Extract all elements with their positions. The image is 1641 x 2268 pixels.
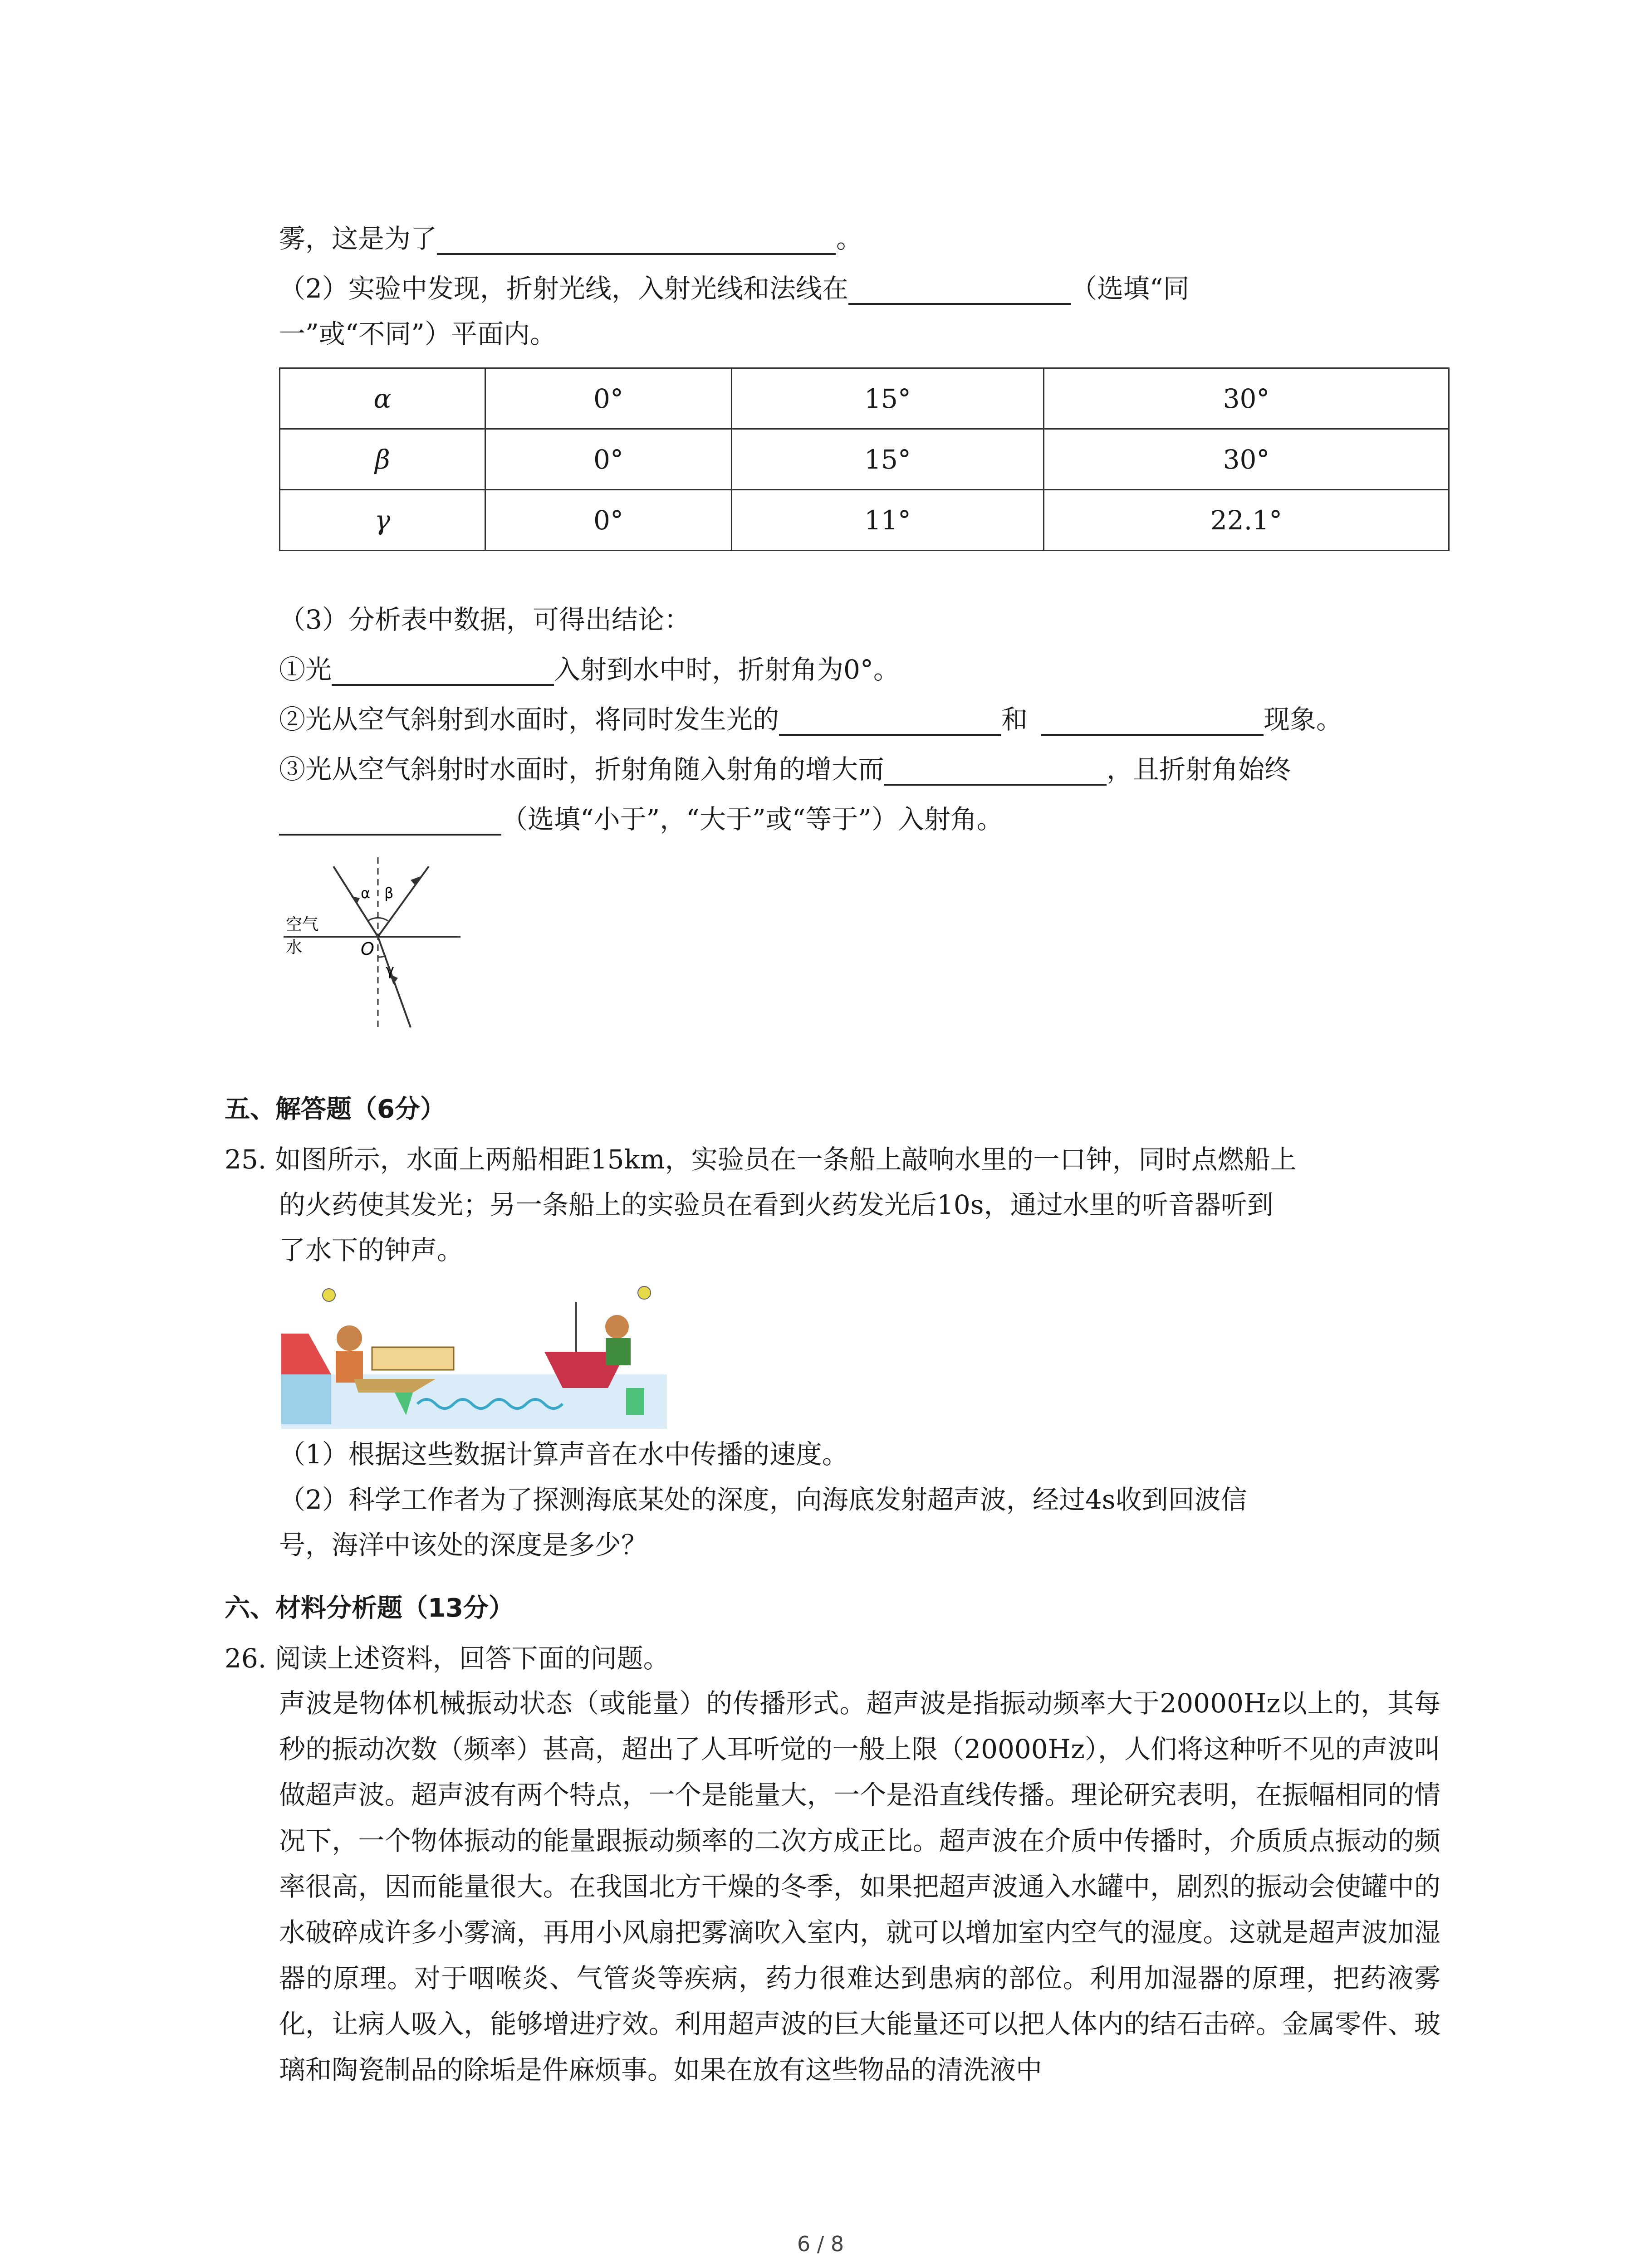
- page-number: 6 / 8: [797, 2232, 844, 2256]
- answer-blank[interactable]: [437, 226, 836, 255]
- table-row: [280, 490, 1449, 551]
- table-cell: 0°: [485, 368, 732, 429]
- table-cell: 0°: [485, 429, 732, 490]
- listener-device-icon: [626, 1388, 644, 1415]
- table-cell: 30°: [1044, 429, 1449, 490]
- person-right: [605, 1315, 629, 1339]
- q25-sub2-line2: 号，海洋中该处的深度是多少？: [279, 1530, 648, 1560]
- answer-blank[interactable]: [779, 707, 1001, 736]
- table-cell: γ: [280, 490, 485, 551]
- q26-line1: 26. 阅读上述资料，回答下面的问题。: [225, 1643, 670, 1674]
- q25-sub2-line1: （2）科学工作者为了探测海底某处的深度，向海底发射超声波，经过4s收到回波信: [279, 1484, 1247, 1515]
- conclusion-3: ③光从空气斜射时水面时，折射角随入射角的增大而 ，且折射角始终: [279, 754, 1291, 785]
- angle-arc: [368, 918, 388, 921]
- table-on-boat: [372, 1347, 454, 1370]
- q24-part2: （2）实验中发现，折射光线，入射光线和法线在 （选填“同: [279, 273, 1190, 304]
- table-cell: 30°: [1044, 368, 1449, 429]
- q25-line2: 的火药使其发光；另一条船上的实验员在看到火药发光后10s，通过水里的听音器听到: [279, 1189, 1274, 1220]
- answer-blank[interactable]: [884, 757, 1107, 786]
- table-cell: 11°: [732, 490, 1044, 551]
- origin-label: O: [361, 939, 374, 959]
- table-cell: 0°: [485, 490, 732, 551]
- q25-line1: 25. 如图所示，水面上两船相距15km，实验员在一条船上敲响水里的一口钟，同时点燃船上: [225, 1144, 1297, 1175]
- beta-label: β: [384, 885, 394, 902]
- table-row: [280, 368, 1449, 429]
- boat-left: [281, 1334, 331, 1374]
- boat-left-hull-shadow: [281, 1374, 331, 1424]
- light-icon: [323, 1289, 335, 1301]
- table-cell: 22.1°: [1044, 490, 1449, 551]
- q25-line3: 了水下的钟声。: [279, 1235, 464, 1266]
- q24-line1: 雾，这是为了 。: [279, 223, 863, 254]
- water-label: 水: [286, 938, 303, 957]
- conclusion-2: ②光从空气斜射到水面时，将同时发生光的 和 现象。: [279, 704, 1343, 735]
- light-icon: [638, 1286, 651, 1299]
- table-cell: β: [280, 429, 485, 490]
- answer-blank[interactable]: [848, 276, 1071, 305]
- answer-blank[interactable]: [1041, 707, 1264, 736]
- q25-sub1: （1）根据这些数据计算声音在水中传播的速度。: [279, 1439, 848, 1470]
- person-left: [337, 1325, 362, 1351]
- section-heading: 五、解答题（6分）: [225, 1095, 446, 1124]
- q24-part2-line2: 一”或“不同”）平面内。: [279, 318, 556, 349]
- q24-part3: （3）分析表中数据，可得出结论：: [279, 604, 691, 635]
- table-cell: α: [280, 368, 485, 429]
- answer-blank[interactable]: [332, 657, 554, 686]
- refraction-diagram: [279, 853, 470, 1034]
- person-right-body: [606, 1338, 631, 1365]
- gamma-label: γ: [386, 962, 394, 979]
- boats-illustration: [281, 1284, 667, 1429]
- q26-passage: 声波是物体机械振动状态（或能量）的传播形式。超声波是指振动频率大于20000Hz以上的，其每秒的振动次数（频率）甚高，超出了人耳听觉的一般上限（20000Hz），人们将这种听不见的声波叫做超声波。超声波有两个特点，一个是能量大，一个是沿直线传播。理论研究表明，在振幅相同的情况下，一个物体振动的能量跟振动频率的二次方成正比。超声波在介质中传播时，介质质点振动的频率很高，因而能量很大。在我国北方干燥的冬季，如果把超声波通入水罐中，剧烈的振动会使罐中的水破碎成许多小雾滴，再用小风扇把雾滴吹入室内，就可以增加室内空气的湿度。这就是超声波加湿器的原理。对于咽喉炎、气管炎等疾病，药力很难达到患病的部位。利用加湿器的原理，把药液雾化，让病人吸入，能够增进疗效。利用超声波的巨大能量还可以把人体内的结石击碎。金属零件、玻璃和陶瓷制品的除垢是件麻烦事。如果在放有这些物品的清洗液中: [279, 1688, 1440, 2085]
- conclusion-3-line2: （选填“小于”，“大于”或“等于”）入射角。: [279, 803, 1003, 836]
- table-cell: 15°: [732, 368, 1044, 429]
- angle-table: [279, 367, 1450, 551]
- conclusion-1: ①光 入射到水中时，折射角为0°。: [279, 654, 900, 685]
- person-left-body: [336, 1351, 363, 1383]
- table-cell: 15°: [732, 429, 1044, 490]
- section-heading: 六、材料分析题（13分）: [225, 1593, 514, 1623]
- answer-blank[interactable]: [279, 807, 501, 836]
- table-row: [280, 429, 1449, 490]
- air-label: 空气: [286, 915, 319, 934]
- alpha-label: α: [361, 885, 371, 902]
